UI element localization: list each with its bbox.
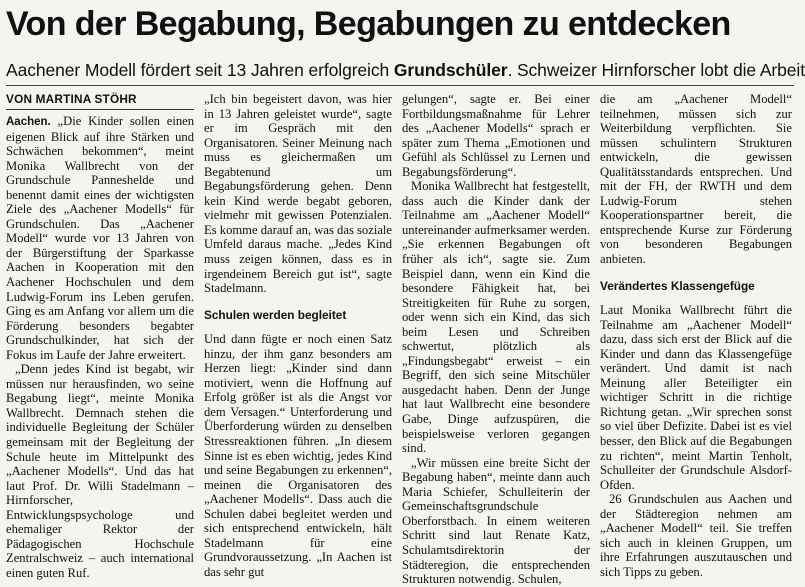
paragraph-text: „Die Kinder sollen einen eigenen Blick auf ihre Stärken und Schwächen bekommen“, meint Monika Wallbrecht von der Grundschule Panneshelde und benennt damit eines der wichtigsten Ziele des „Aachener Modells“ für Grundschulen. Das „Aachener Modell“ wurde vor 13 Jahren von der Bürgerstiftung der Sparkasse Aachen in Kooperation mit den Aachener Hochschulen und dem Ludwig-Forum ins Leben gerufen. Ging es am Anfang vor allem um die Förderung besonders begabter Grundschulkinder, hat sich der Fokus im Laufe der Jahre erweitert. <box>6 114 195 362</box>
headline: Von der Begabung, Begabungen zu entdecken <box>6 5 731 43</box>
paragraph: gelungen“, sagte er. Bei einer Fortbildungsmaßnahme für Lehrer des „Aachener Modells“ sprach er später zum Thema „Emotionen und Gefühl als Schlüssel zu Lernen und Begabungsförderung“. <box>402 92 590 179</box>
header-rule <box>6 85 794 86</box>
paragraph: Laut Monika Wallbrecht führt die Teilnahme am „Aachener Modell“ dazu, dass sich erst der Blick auf die Kinder und dann das Klassengefüge verändert. Und damit ist nach Meinung aller Beteiligter ein wichtiger Schritt in die richtige Richtung getan. „Wir sprechen sonst so viel über Defizite. Dabei ist es viel besser, den Blick auf die Begabungen zu richten“, meint Martin Tenholt, Schulleiter der Grundschule Alsdorf-Ofden. <box>600 303 792 492</box>
subline-text: Aachener Modell fördert seit 13 Jahren erfolgreich <box>6 60 394 80</box>
subline <box>6 58 805 82</box>
paragraph: „Denn jedes Kind ist begabt, wir müssen nur herausfinden, wo seine Begabung liegt“, meinte Monika Wallbrecht. Demnach stehen die individuelle Begleitung der Schüler gemeinsam mit der Begleitung der Schule heute im Mittelpunkt des „Aachener Modells“. Und das hat laut Prof. Dr. Willi Stadelmann – Hirnforscher, Entwicklungspsychologe und ehemaliger Rektor der Pädagogischen Hochschule Zentralschweiz – auch international einen guten Ruf. <box>6 362 194 580</box>
dateline: Aachen. <box>6 116 51 128</box>
subline-bold: Grundschüler <box>393 60 508 80</box>
paragraph: Monika Wallbrecht hat festgestellt, dass auch die Kinder dank der Teilnahme am „Aachener Modell“ untereinander aufmerksamer werden. „Sie erkennen Begabungen oft früher als ich“, sagte sie. Zum Beispiel dann, wenn ein Kind die besondere Fähigkeit hat, bei Streitigkeiten für Ruhe zu sorgen, oder wenn sich ein Kind, das sich beim Lesen und Schreiben schwertut, plötzlich als „Findungsbegabt“ erweist – ein Begriff, den sich seine Mitschüler ausgedacht haben. Denn der Junge hat laut Wallbrecht eine besondere Gabe, Dinge aufzuspüren, die beispielsweise verloren gegangen sind. <box>402 179 590 456</box>
paragraph <box>6 114 194 362</box>
article-column-3 <box>402 92 590 587</box>
paragraph: „Ich bin begeistert davon, was hier in 13 Jahren geleistet wurde“, sagte er im Gespräch mit den Organisatoren. Seiner Meinung nach muss es gleichermaßen um Begabtenund um Begabungsförderung gehen. Denn kein Kind werde begabt geboren, vielmehr mit gewissen Potenzialen. Es komme darauf an, was das soziale Umfeld daraus mache. „Jedes Kind muss zeigen können, dass es in irgendeinem Bereich gut ist“, sagte Stadelmann. <box>204 92 392 296</box>
article-column-1 <box>6 92 195 580</box>
paragraph: Und dann fügte er noch einen Satz hinzu, der ihm ganz besonders am Herzen liegt: „Kinder sind dann motiviert, wenn die Hoffnung auf Erfolg größer ist als die Angst vor dem Versagen.“ Unterforderung und Überforderung würden zu denselben Stressreaktionen führen. „In diesem Sinne ist es eben wichtig, jedes Kind und seine Begabungen zu erkennen“, meinen die Organisatoren des „Aachener Modells“. Dass auch die Schulen dabei begleitet werden und sich entsprechend entwickeln, hält Stadelmann für eine Grundvoraussetzung. „In Aachen ist das sehr gut <box>204 332 392 579</box>
byline: VON MARTINA STÖHR <box>6 92 194 110</box>
article-column-2 <box>204 92 392 579</box>
subheading: Schulen werden begleitet <box>204 307 347 322</box>
paragraph: „Wir müssen eine breite Sicht der Begabung haben“, meinte dann auch Maria Schiefer, Schulleiterin der Gemeinschaftsgrundschule Oberforstbach. In einem weiteren Schritt sind laut Renate Katz, Schulamtsdirektorin der Städteregion, die entsprechenden Strukturen notwendig. Schulen, <box>402 455 590 587</box>
subline-text-end: . Schweizer Hirnforscher lobt die Arbeit <box>507 60 805 80</box>
article-column-4 <box>600 92 792 579</box>
paragraph: 26 Grundschulen aus Aachen und der Städteregion nehmen am „Aachener Modell“ teil. Sie treffen sich auch in kleinen Gruppen, um ihre Erfahrungen auszutauschen und sich Tipps zu geben. <box>600 492 792 579</box>
subheading: Verändertes Klassengefüge <box>600 278 755 293</box>
paragraph: die am „Aachener Modell“ teilnehmen, müssen sich zur Weiterbildung verpflichten. Sie müssen schulintern Strukturen entwickeln, die gewissen Qualitätsstandards entsprechen. Und mit der FH, der RWTH und dem Ludwig-Forum stehen Kooperationspartner bereit, die entsprechende Kurse zur Förderung von besonderen Begabungen anbieten. <box>600 92 792 267</box>
